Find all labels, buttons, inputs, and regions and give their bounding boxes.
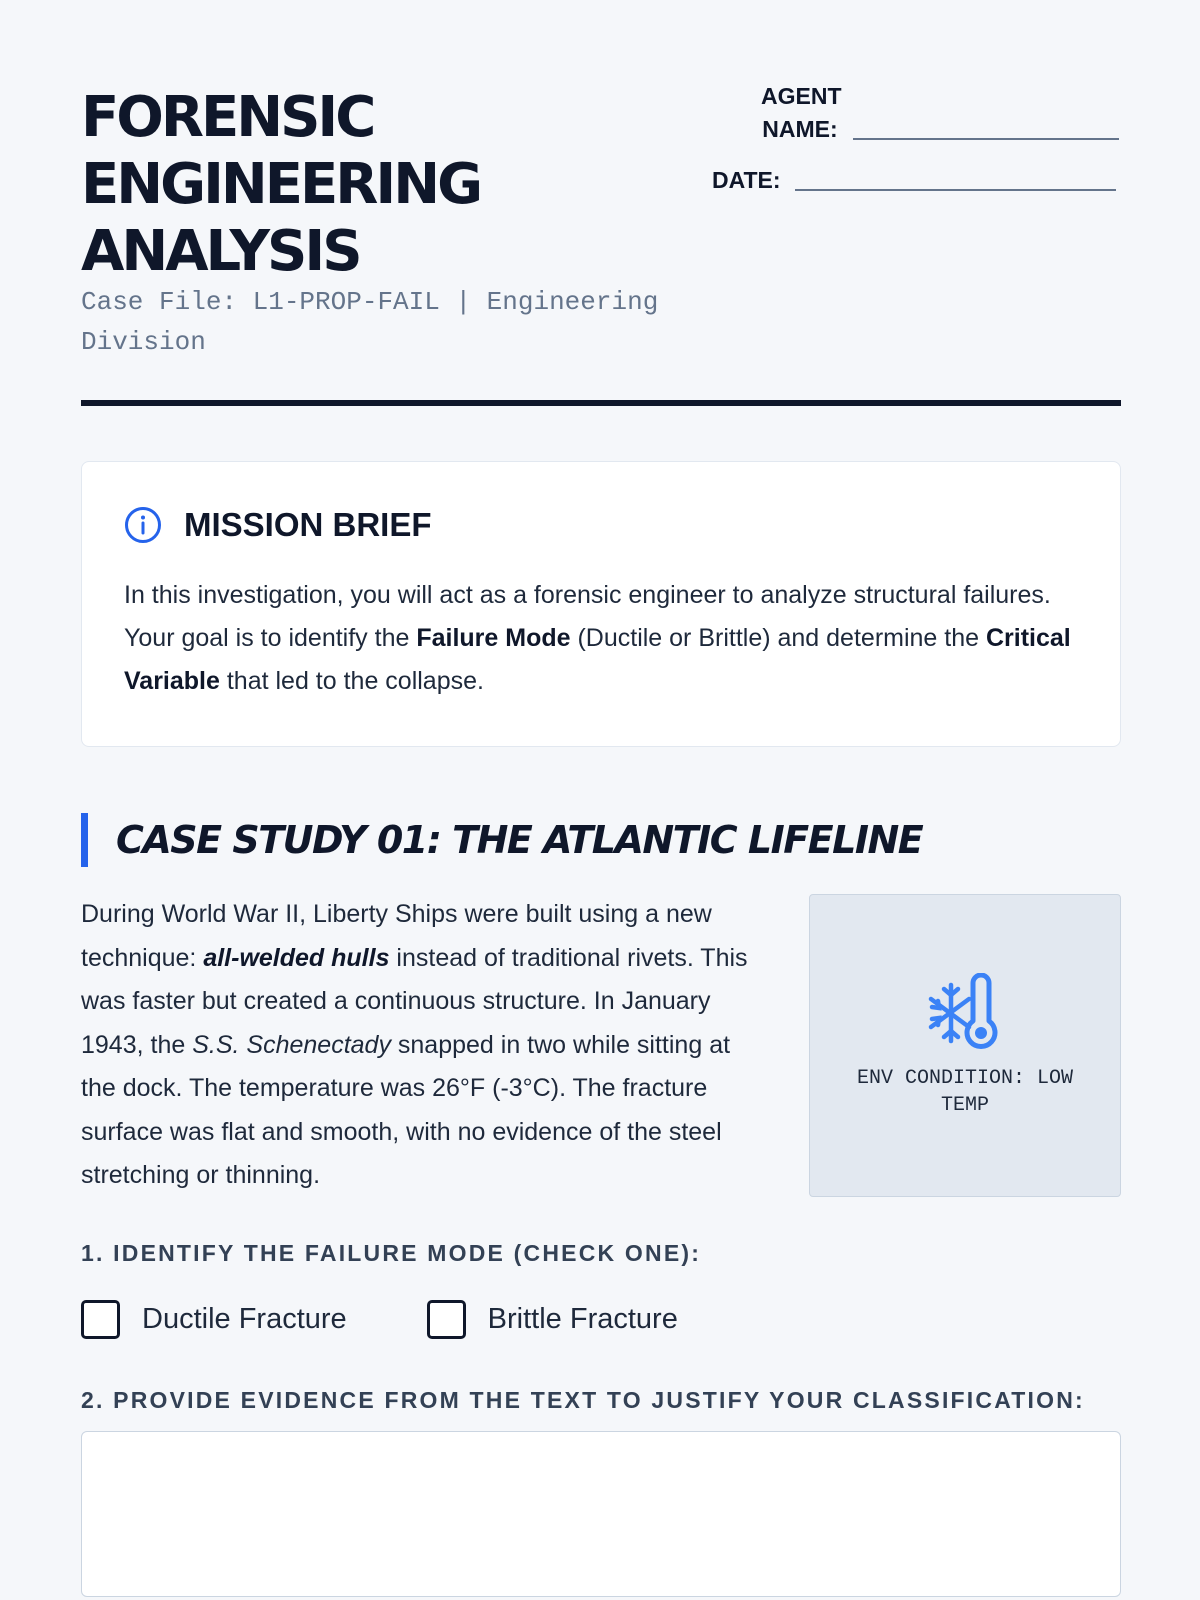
mission-brief-text: [124, 574, 1078, 703]
option-ductile-fracture[interactable]: [81, 1300, 347, 1339]
case-study-heading: [81, 813, 922, 867]
agent-name-label: AGENT NAME:: [761, 83, 842, 142]
ductile-fracture-label: Ductile Fracture: [142, 1303, 347, 1335]
ductile-fracture-checkbox[interactable]: [81, 1300, 120, 1339]
agent-name-line[interactable]: [853, 138, 1119, 140]
brief-bold-failure-mode: Failure Mode: [416, 624, 571, 652]
brief-bold-critical-variable: Critical Variable: [124, 624, 1071, 695]
title-line-2: ENGINEERING: [81, 152, 481, 217]
date-label: DATE:: [712, 167, 781, 193]
brief-text-3: that led to the collapse.: [219, 667, 484, 695]
header-divider: [81, 400, 1121, 406]
failure-mode-options: [81, 1300, 758, 1339]
case-file-subtitle: Case File: L1-PROP-FAIL | Engineering Division: [81, 287, 659, 357]
env-condition-label: ENV CONDITION: LOW TEMP: [856, 1066, 1074, 1117]
agent-name-field[interactable]: [761, 80, 1119, 146]
case-emphasis-welded: all-welded hulls: [203, 943, 390, 972]
brittle-fracture-checkbox[interactable]: [427, 1300, 466, 1339]
title-line-1: FORENSIC: [81, 85, 374, 150]
info-icon: [124, 506, 162, 544]
header: [81, 0, 1119, 408]
title-line-3: ANALYSIS: [81, 219, 360, 284]
brittle-fracture-label: Brittle Fracture: [487, 1303, 678, 1335]
case-ship-name: S.S. Schenectady: [192, 1030, 391, 1059]
page-title: [81, 84, 681, 285]
brief-text-2: (Ductile or Brittle) and determine the: [570, 624, 986, 652]
question-1-label: 1. IDENTIFY THE FAILURE MODE (CHECK ONE):: [81, 1240, 702, 1266]
case-text-3: snapped in two while sitting at the dock. The temperature was 26°F (-3°C). The fracture surface was flat and smooth, with no evidence of the steel stretching or thinning.: [81, 1030, 731, 1189]
option-brittle-fracture[interactable]: [427, 1300, 678, 1339]
mission-brief-card: [81, 461, 1121, 747]
date-line[interactable]: [795, 189, 1116, 191]
question-2-label: 2. PROVIDE EVIDENCE FROM THE TEXT TO JUSTIFY YOUR CLASSIFICATION:: [81, 1387, 1085, 1413]
date-field[interactable]: [712, 164, 1116, 197]
case-study-text: [81, 893, 761, 1198]
case-study-title: CASE STUDY 01: THE ATLANTIC LIFELINE: [116, 818, 923, 862]
snowflake-thermometer-icon: [925, 973, 1005, 1053]
env-condition-panel: [809, 894, 1121, 1197]
brief-text-1: In this investigation, you will act as a forensic engineer to analyze structural failures. Your goal is to identify the: [124, 581, 1051, 652]
mission-brief-title: MISSION BRIEF: [184, 506, 432, 543]
mission-brief-header: [124, 506, 1078, 544]
case-text-2: instead of traditional rivets. This was faster but created a continuous structure. In January 1943, the: [81, 943, 748, 1059]
evidence-answer-input[interactable]: [81, 1431, 1121, 1597]
case-text-1: During World War II, Liberty Ships were built using a new technique:: [81, 900, 712, 972]
